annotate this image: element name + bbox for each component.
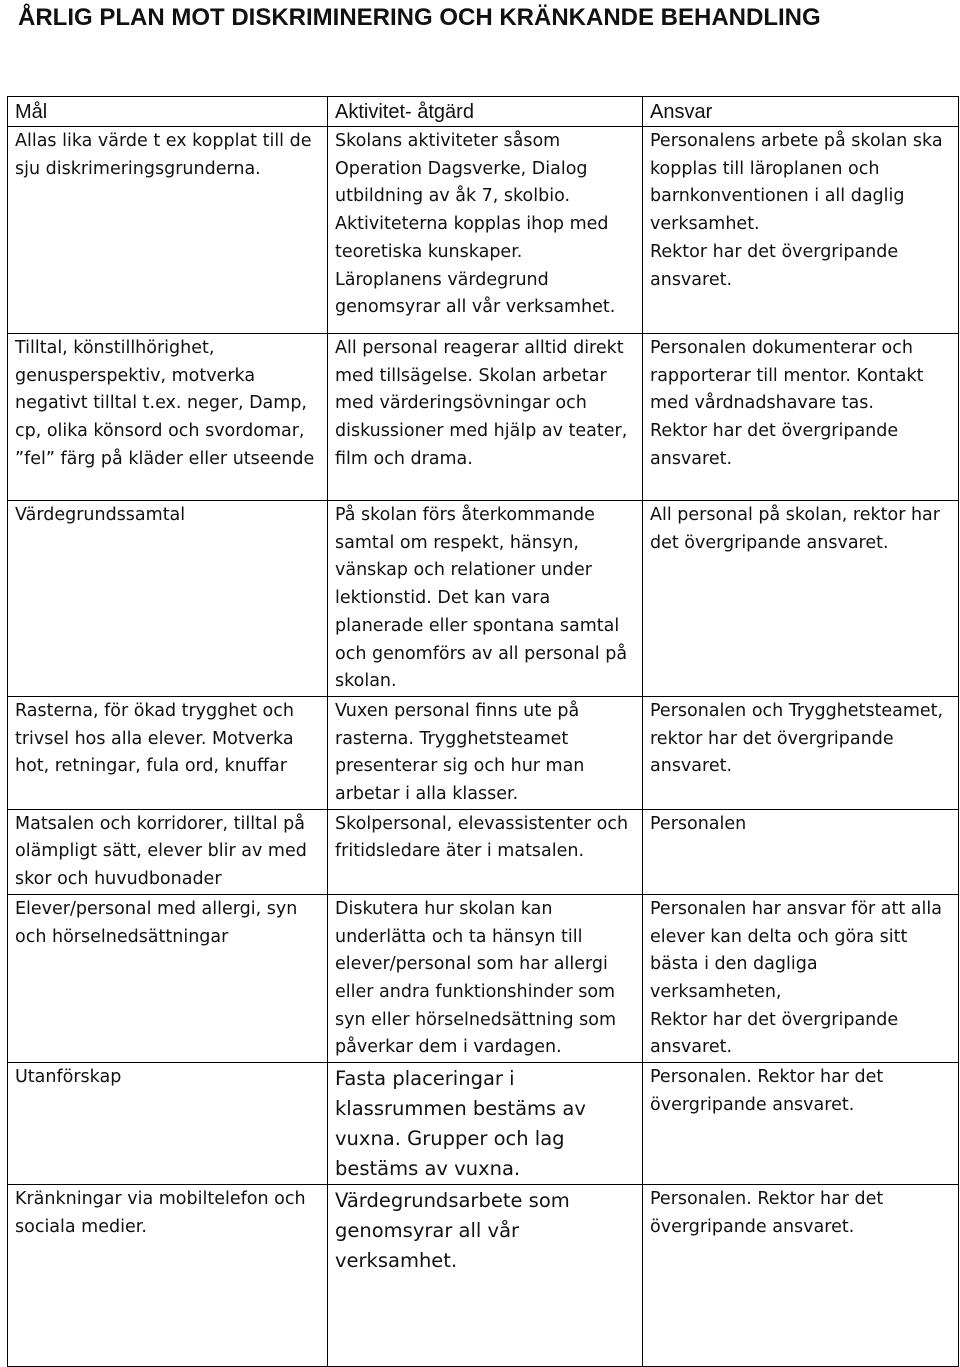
column-header-activity: Aktivitet- åtgärd: [328, 97, 643, 127]
activity-cell: Vuxen personal finns ute på rasterna. Trygghetsteamet presenterar sig och hur man arbetar i alla klasser.: [328, 696, 643, 809]
goal-cell: Värdegrundssamtal: [8, 501, 328, 697]
activity-cell: Diskutera hur skolan kan underlätta och ta hänsyn till elever/personal som har allergi eller andra funktionshinder som syn eller hörselnedsättning som påverkar dem i vardagen.: [328, 894, 643, 1062]
column-header-goal: Mål: [8, 97, 328, 127]
goal-cell: Allas lika värde t ex kopplat till de sju diskrimeringsgrunderna.: [8, 127, 328, 334]
page-title: ÅRLIG PLAN MOT DISKRIMINERING OCH KRÄNKANDE BEHANDLING: [18, 4, 821, 31]
goal-cell: Kränkningar via mobiltelefon och sociala medier.: [8, 1185, 328, 1367]
activity-cell: Skolans aktiviteter såsom Operation Dagsverke, Dialog utbildning av åk 7, skolbio. Aktiviteterna kopplas ihop med teoretiska kunskaper. Läroplanens värdegrund genomsyrar all vår verksamhet.: [328, 127, 643, 334]
table-row: [8, 501, 959, 697]
table-row: [8, 809, 959, 894]
responsibility-cell: Personalen. Rektor har det övergripande ansvaret.: [643, 1185, 959, 1367]
table-header-row: [8, 97, 959, 127]
goal-cell: Utanförskap: [8, 1063, 328, 1185]
table-row: [8, 1185, 959, 1367]
activity-cell: All personal reagerar alltid direkt med tillsägelse. Skolan arbetar med värderingsövningar och diskussioner med hjälp av teater, film och drama.: [328, 334, 643, 501]
responsibility-cell: Personalen har ansvar för att alla elever kan delta och göra sitt bästa i den dagliga verksamheten, Rektor har det övergripande ansvaret.: [643, 894, 959, 1062]
goal-cell: Tilltal, könstillhörighet, genusperspektiv, motverka negativt tilltal t.ex. neger, Damp, cp, olika könsord och svordomar, ”fel” färg på kläder eller utseende: [8, 334, 328, 501]
column-header-responsibility: Ansvar: [643, 97, 959, 127]
responsibility-cell: Personalen. Rektor har det övergripande ansvaret.: [643, 1063, 959, 1185]
activity-cell: Fasta placeringar i klassrummen bestäms av vuxna. Grupper och lag bestäms av vuxna.: [328, 1063, 643, 1185]
goal-cell: Rasterna, för ökad trygghet och trivsel hos alla elever. Motverka hot, retningar, fula ord, knuffar: [8, 696, 328, 809]
table-row: [8, 334, 959, 501]
responsibility-cell: Personalen dokumenterar och rapporterar till mentor. Kontakt med vårdnadshavare tas. Rektor har det övergripande ansvaret.: [643, 334, 959, 501]
responsibility-cell: All personal på skolan, rektor har det övergripande ansvaret.: [643, 501, 959, 697]
responsibility-cell: Personalen och Trygghetsteamet, rektor har det övergripande ansvaret.: [643, 696, 959, 809]
goal-cell: Elever/personal med allergi, syn och hörselnedsättningar: [8, 894, 328, 1062]
activity-cell: På skolan förs återkommande samtal om respekt, hänsyn, vänskap och relationer under lektionstid. Det kan vara planerade eller spontana samtal och genomförs av all personal på skolan.: [328, 501, 643, 697]
responsibility-cell: Personalens arbete på skolan ska kopplas till läroplanen och barnkonventionen i all daglig verksamhet. Rektor har det övergripande ansvaret.: [643, 127, 959, 334]
table-row: [8, 127, 959, 334]
activity-cell: Värdegrundsarbete som genomsyrar all vår verksamhet.: [328, 1185, 643, 1367]
table-row: [8, 696, 959, 809]
goal-cell: Matsalen och korridorer, tilltal på olämpligt sätt, elever blir av med skor och huvudbonader: [8, 809, 328, 894]
responsibility-cell: Personalen: [643, 809, 959, 894]
table-row: [8, 894, 959, 1062]
activity-cell: Skolpersonal, elevassistenter och fritidsledare äter i matsalen.: [328, 809, 643, 894]
plan-table: [7, 96, 959, 1367]
table-row: [8, 1063, 959, 1185]
